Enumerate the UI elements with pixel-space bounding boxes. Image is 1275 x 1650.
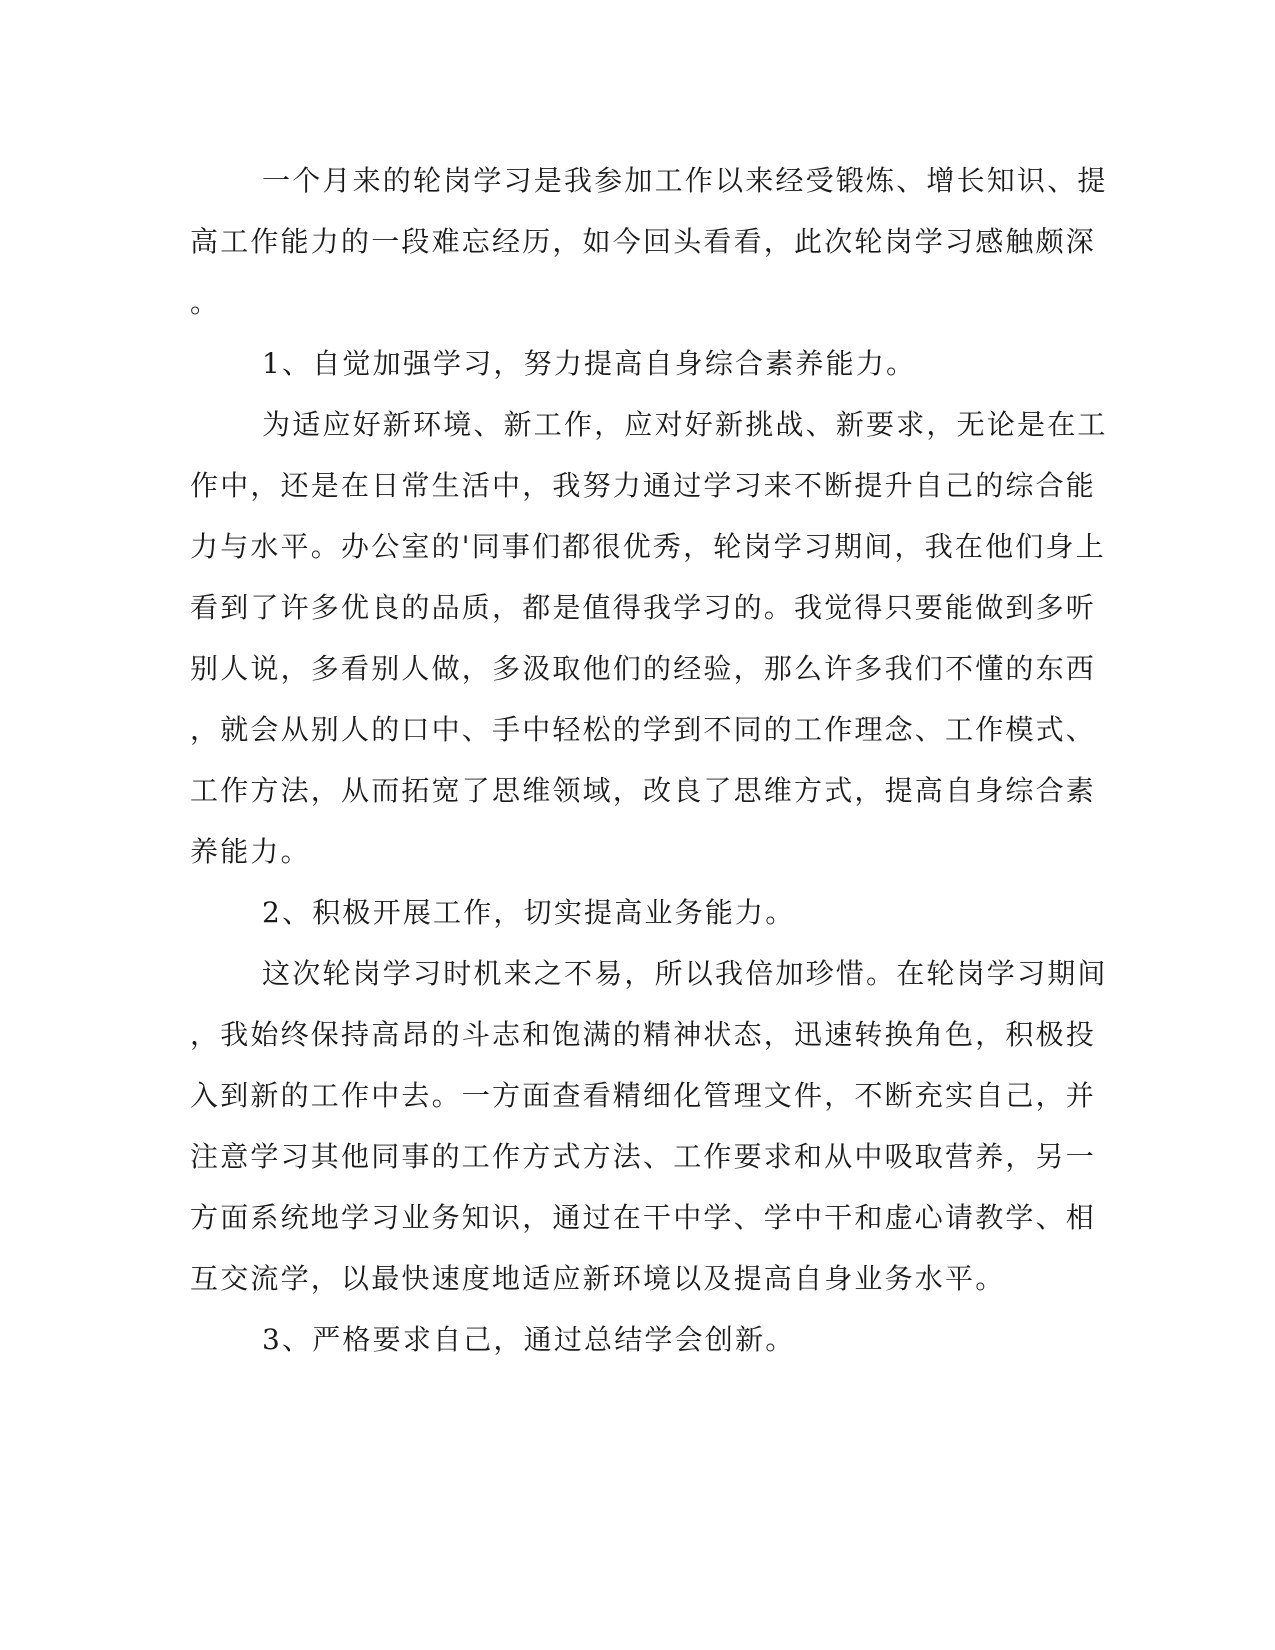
paragraph-section-2-line: 这次轮岗学习时机来之不易，所以我倍加珍惜。在轮岗学习期间 [262, 957, 1108, 990]
paragraph-section-2-line: 注意学习其他同事的工作方式方法、工作要求和从中吸取营养，另一 [190, 1140, 1097, 1173]
paragraph-section-1-line: ，就会从别人的口中、手中轻松的学到不同的工作理念、工作模式、 [190, 713, 1097, 746]
paragraph-section-1-line: 工作方法，从而拓宽了思维领域，改良了思维方式，提高自身综合素 [190, 774, 1097, 807]
section-heading-2: 2、积极开展工作，切实提高业务能力。 [262, 896, 796, 929]
paragraph-intro-line: 。 [190, 286, 221, 319]
paragraph-intro-line: 高工作能力的一段难忘经历，如今回头看看，此次轮岗学习感触颇深 [190, 225, 1097, 258]
paragraph-section-1-line: 力与水平。办公室的'同事们都很优秀，轮岗学习期间，我在他们身上 [190, 530, 1106, 563]
paragraph-section-1-line: 看到了许多优良的品质，都是值得我学习的。我觉得只要能做到多听 [190, 591, 1097, 624]
paragraph-section-2-line: 入到新的工作中去。一方面查看精细化管理文件，不断充实自己，并 [190, 1079, 1097, 1112]
paragraph-section-1-line: 为适应好新环境、新工作，应对好新挑战、新要求，无论是在工 [262, 408, 1108, 441]
paragraph-section-1-line: 养能力。 [190, 835, 311, 868]
section-heading-1: 1、自觉加强学习，努力提高自身综合素养能力。 [262, 347, 917, 380]
paragraph-section-2-line: ，我始终保持高昂的斗志和饱满的精神状态，迅速转换角色，积极投 [190, 1018, 1097, 1051]
document-body [190, 150, 1108, 1370]
paragraph-section-2-line: 方面系统地学习业务知识，通过在干中学、学中干和虚心请教学、相 [190, 1201, 1097, 1234]
paragraph-section-1-line: 别人说，多看别人做，多汲取他们的经验，那么许多我们不懂的东西 [190, 652, 1097, 685]
paragraph-intro-line: 一个月来的轮岗学习是我参加工作以来经受锻炼、增长知识、提 [262, 164, 1108, 197]
section-heading-3: 3、严格要求自己，通过总结学会创新。 [262, 1323, 796, 1356]
paragraph-section-2-line: 互交流学，以最快速度地适应新环境以及提高自身业务水平。 [190, 1262, 1006, 1295]
paragraph-section-1-line: 作中，还是在日常生活中，我努力通过学习来不断提升自己的综合能 [190, 469, 1097, 502]
